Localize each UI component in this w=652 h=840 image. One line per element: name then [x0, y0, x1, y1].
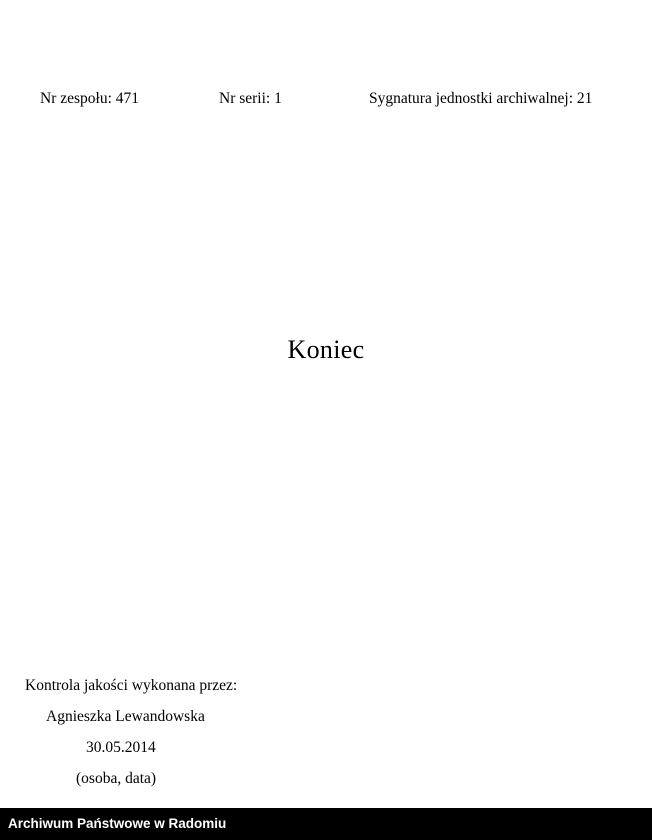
- series-number: Nr serii: 1: [219, 90, 282, 107]
- quality-control-title: Kontrola jakości wykonana przez:: [25, 677, 238, 694]
- archival-header: [0, 88, 652, 110]
- quality-control-note: (osoba, data): [76, 770, 157, 787]
- archive-watermark: Archiwum Państwowe w Radomiu: [0, 808, 652, 840]
- archival-unit-signature: Sygnatura jednostki archiwalnej: 21: [369, 90, 593, 107]
- fonds-number: Nr zespołu: 471: [40, 90, 140, 107]
- quality-control-block: [0, 670, 652, 794]
- quality-control-date: 30.05.2014: [86, 739, 156, 756]
- end-marker: Koniec: [287, 335, 365, 364]
- quality-control-person: Agnieszka Lewandowska: [46, 708, 205, 725]
